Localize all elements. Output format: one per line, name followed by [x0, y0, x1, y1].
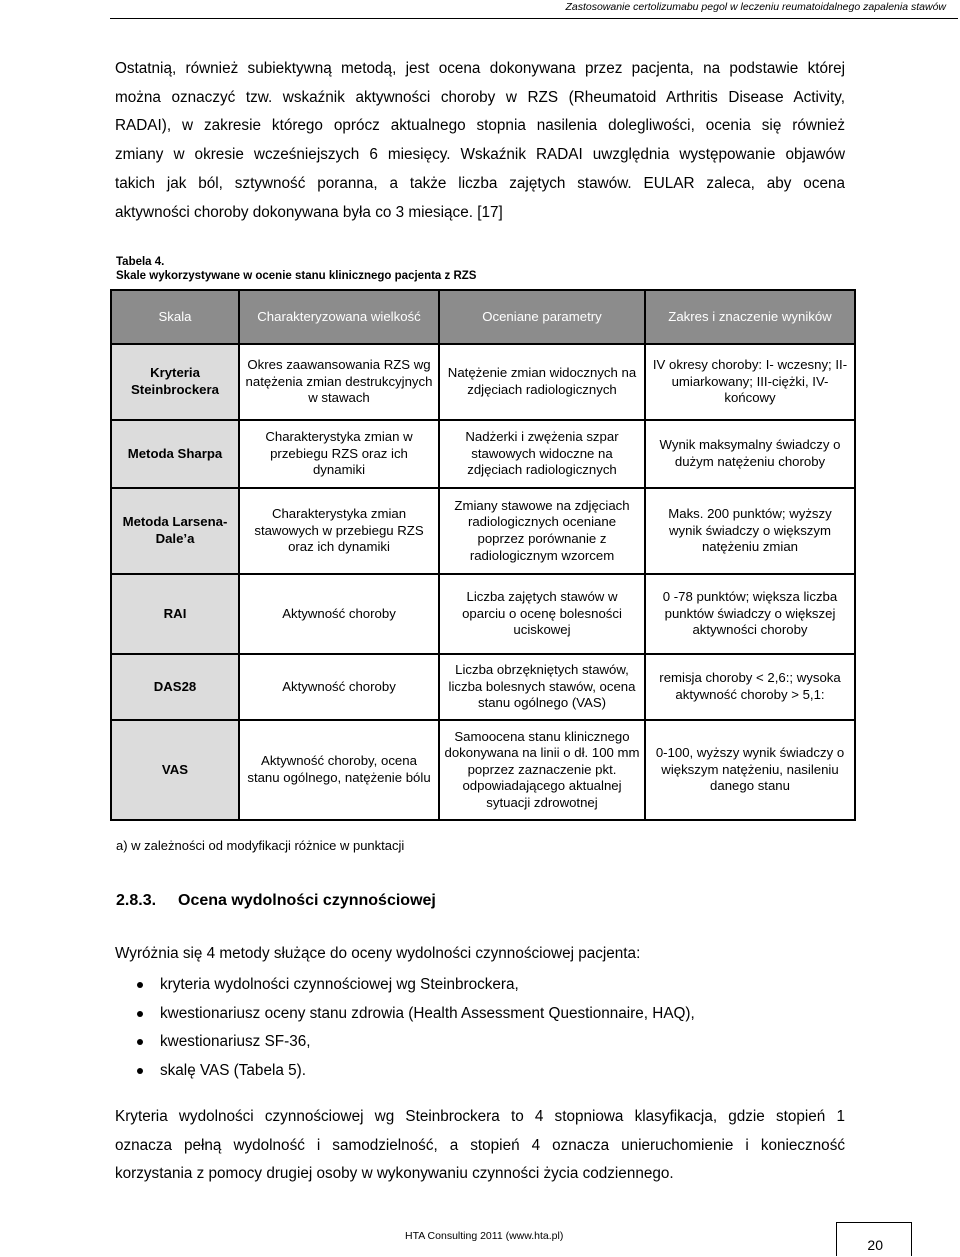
text-line: aktywności choroby dokonywana była co 3 miesiące. [17] — [115, 203, 503, 221]
table-caption-title: Skale wykorzystywane w ocenie stanu klinicznego pacjenta z RZS — [116, 270, 477, 282]
list-item — [115, 1000, 695, 1029]
bullet-icon — [137, 1068, 143, 1074]
table-cell: Nadżerki i zwężenia szpar stawowych widoczne na zdjęciach radiologicznych — [439, 420, 645, 488]
table-header-row — [111, 290, 855, 344]
table-footnote: a) w zależności od modyfikacji różnice w punktacji — [116, 838, 405, 853]
table-caption-label: Tabela 4. — [116, 256, 165, 268]
table-cell: Charakterystyka zmian stawowych w przebiegu RZS oraz ich dynamiki — [239, 488, 439, 574]
table-cell: Natężenie zmian widocznych na zdjęciach radiologicznych — [439, 344, 645, 420]
table-cell: Zmiany stawowe na zdjęciach radiologicznych oceniane poprzez porównanie z radiologicznym wzorcem — [439, 488, 645, 574]
footer-text: HTA Consulting 2011 (www.hta.pl) — [405, 1230, 564, 1242]
table-cell: 0 -78 punktów; większa liczba punktów świadczy o większej aktywności choroby — [645, 574, 855, 654]
row-label: Metoda Larsena-Dale’a — [111, 488, 239, 574]
header-zakres: Zakres i znaczenie wyników — [645, 290, 855, 344]
row-label: Metoda Sharpa — [111, 420, 239, 488]
row-label: RAI — [111, 574, 239, 654]
row-label: Kryteria Steinbrockera — [111, 344, 239, 420]
bullet-icon — [137, 982, 143, 988]
text-line: można oznaczyć tzw. wskaźnik aktywności choroby w RZS (Rheumatoid Arthritis Disease Activity, — [115, 88, 845, 106]
table-cell: Wynik maksymalny świadczy o dużym natężeniu choroby — [645, 420, 855, 488]
table-cell: Maks. 200 punktów; wyższy wynik świadczy o większym natężeniu zmian — [645, 488, 855, 574]
text-line: korzystania z pomocy drugiej osoby w wykonywaniu czynności życia codziennego. — [115, 1165, 674, 1183]
table-row — [111, 720, 855, 820]
header-wielkosc: Charakteryzowana wielkość — [239, 290, 439, 344]
list-item — [115, 1028, 695, 1057]
table-cell: Okres zaawansowania RZS wg natężenia zmian destrukcyjnych w stawach — [239, 344, 439, 420]
header-parametry: Oceniane parametry — [439, 290, 645, 344]
header-skala: Skala — [111, 290, 239, 344]
table-cell: Aktywność choroby — [239, 574, 439, 654]
row-label: DAS28 — [111, 654, 239, 720]
page-number: 20 — [867, 1237, 883, 1253]
table-row — [111, 420, 855, 488]
bullet-icon — [137, 1039, 143, 1045]
text-line: zmiany w okresie wcześniejszych 6 miesięcy. Wskaźnik RADAI uwzględnia występowanie objawów — [115, 146, 845, 164]
list-item-text: kwestionariusz SF-36, — [160, 1033, 311, 1051]
scales-table — [110, 289, 856, 821]
running-header-title: Zastosowanie certolizumabu pegol w leczeniu reumatoidalnego zapalenia stawów — [565, 1, 946, 13]
text-line: RADAI), w zakresie którego oprócz aktualnego stopnia nasilenia dolegliwości, ocenia się również — [115, 117, 845, 135]
page-number-box — [836, 1222, 912, 1256]
table-cell: Samoocena stanu klinicznego dokonywana na linii o dł. 100 mm poprzez zaznaczenie pkt. odpowiadającego aktualnej sytuacji zdrowotnej — [439, 720, 645, 820]
table-cell: 0-100, wyższy wynik świadczy o większym natężeniu, nasileniu danego stanu — [645, 720, 855, 820]
table-row — [111, 574, 855, 654]
table-cell: Aktywność choroby, ocena stanu ogólnego, natężenie bólu — [239, 720, 439, 820]
paragraph-radai — [115, 55, 845, 227]
text-line: takich jak ból, sztywność poranna, a także liczba zajętych stawów. EULAR zaleca, aby ocena — [115, 174, 845, 192]
list-item-text: skalę VAS (Tabela 5). — [160, 1062, 306, 1080]
section-heading — [116, 892, 436, 910]
table-cell: remisja choroby < 2,6:; wysoka aktywność choroby > 5,1: — [645, 654, 855, 720]
text-line: Kryteria wydolności czynnościowej wg Steinbrockera to 4 stopniowa klasyfikacja, gdzie stopień 1 — [115, 1108, 845, 1125]
text-line: oznacza pełną wydolność i samodzielność, a stopień 4 oznacza unieruchomienie i konieczność — [115, 1136, 845, 1154]
table-cell: IV okresy choroby: I- wczesny; II-umiarkowany; III-ciężki, IV-końcowy — [645, 344, 855, 420]
running-header — [110, 0, 958, 19]
text-line: Ostatnią, również subiektywną metodą, jest ocena dokonywana przez pacjenta, na podstawie której — [115, 60, 845, 77]
list-item-text: kryteria wydolności czynnościowej wg Steinbrockera, — [160, 976, 519, 993]
list-item-text: kwestionariusz oceny stanu zdrowia (Health Assessment Questionnaire, HAQ), — [160, 1004, 695, 1022]
table-row — [111, 344, 855, 420]
table-cell: Charakterystyka zmian w przebiegu RZS oraz ich dynamiki — [239, 420, 439, 488]
table-cell: Aktywność choroby — [239, 654, 439, 720]
bullet-icon — [137, 1011, 143, 1017]
paragraph-intro: Wyróżnia się 4 metody służące do oceny wydolności czynnościowej pacjenta: — [115, 945, 641, 962]
table-row — [111, 488, 855, 574]
section-title: Ocena wydolności czynnościowej — [178, 892, 436, 909]
section-number: 2.8.3. — [116, 892, 157, 909]
list-item — [115, 971, 695, 1000]
methods-list — [115, 971, 695, 1086]
table-cell: Liczba zajętych stawów w oparciu o ocenę bolesności uciskowej — [439, 574, 645, 654]
paragraph-steinbrocker — [115, 1103, 845, 1189]
table-cell: Liczba obrzękniętych stawów, liczba bolesnych stawów, ocena stanu ogólnego (VAS) — [439, 654, 645, 720]
row-label: VAS — [111, 720, 239, 820]
table-row — [111, 654, 855, 720]
list-item — [115, 1057, 695, 1086]
